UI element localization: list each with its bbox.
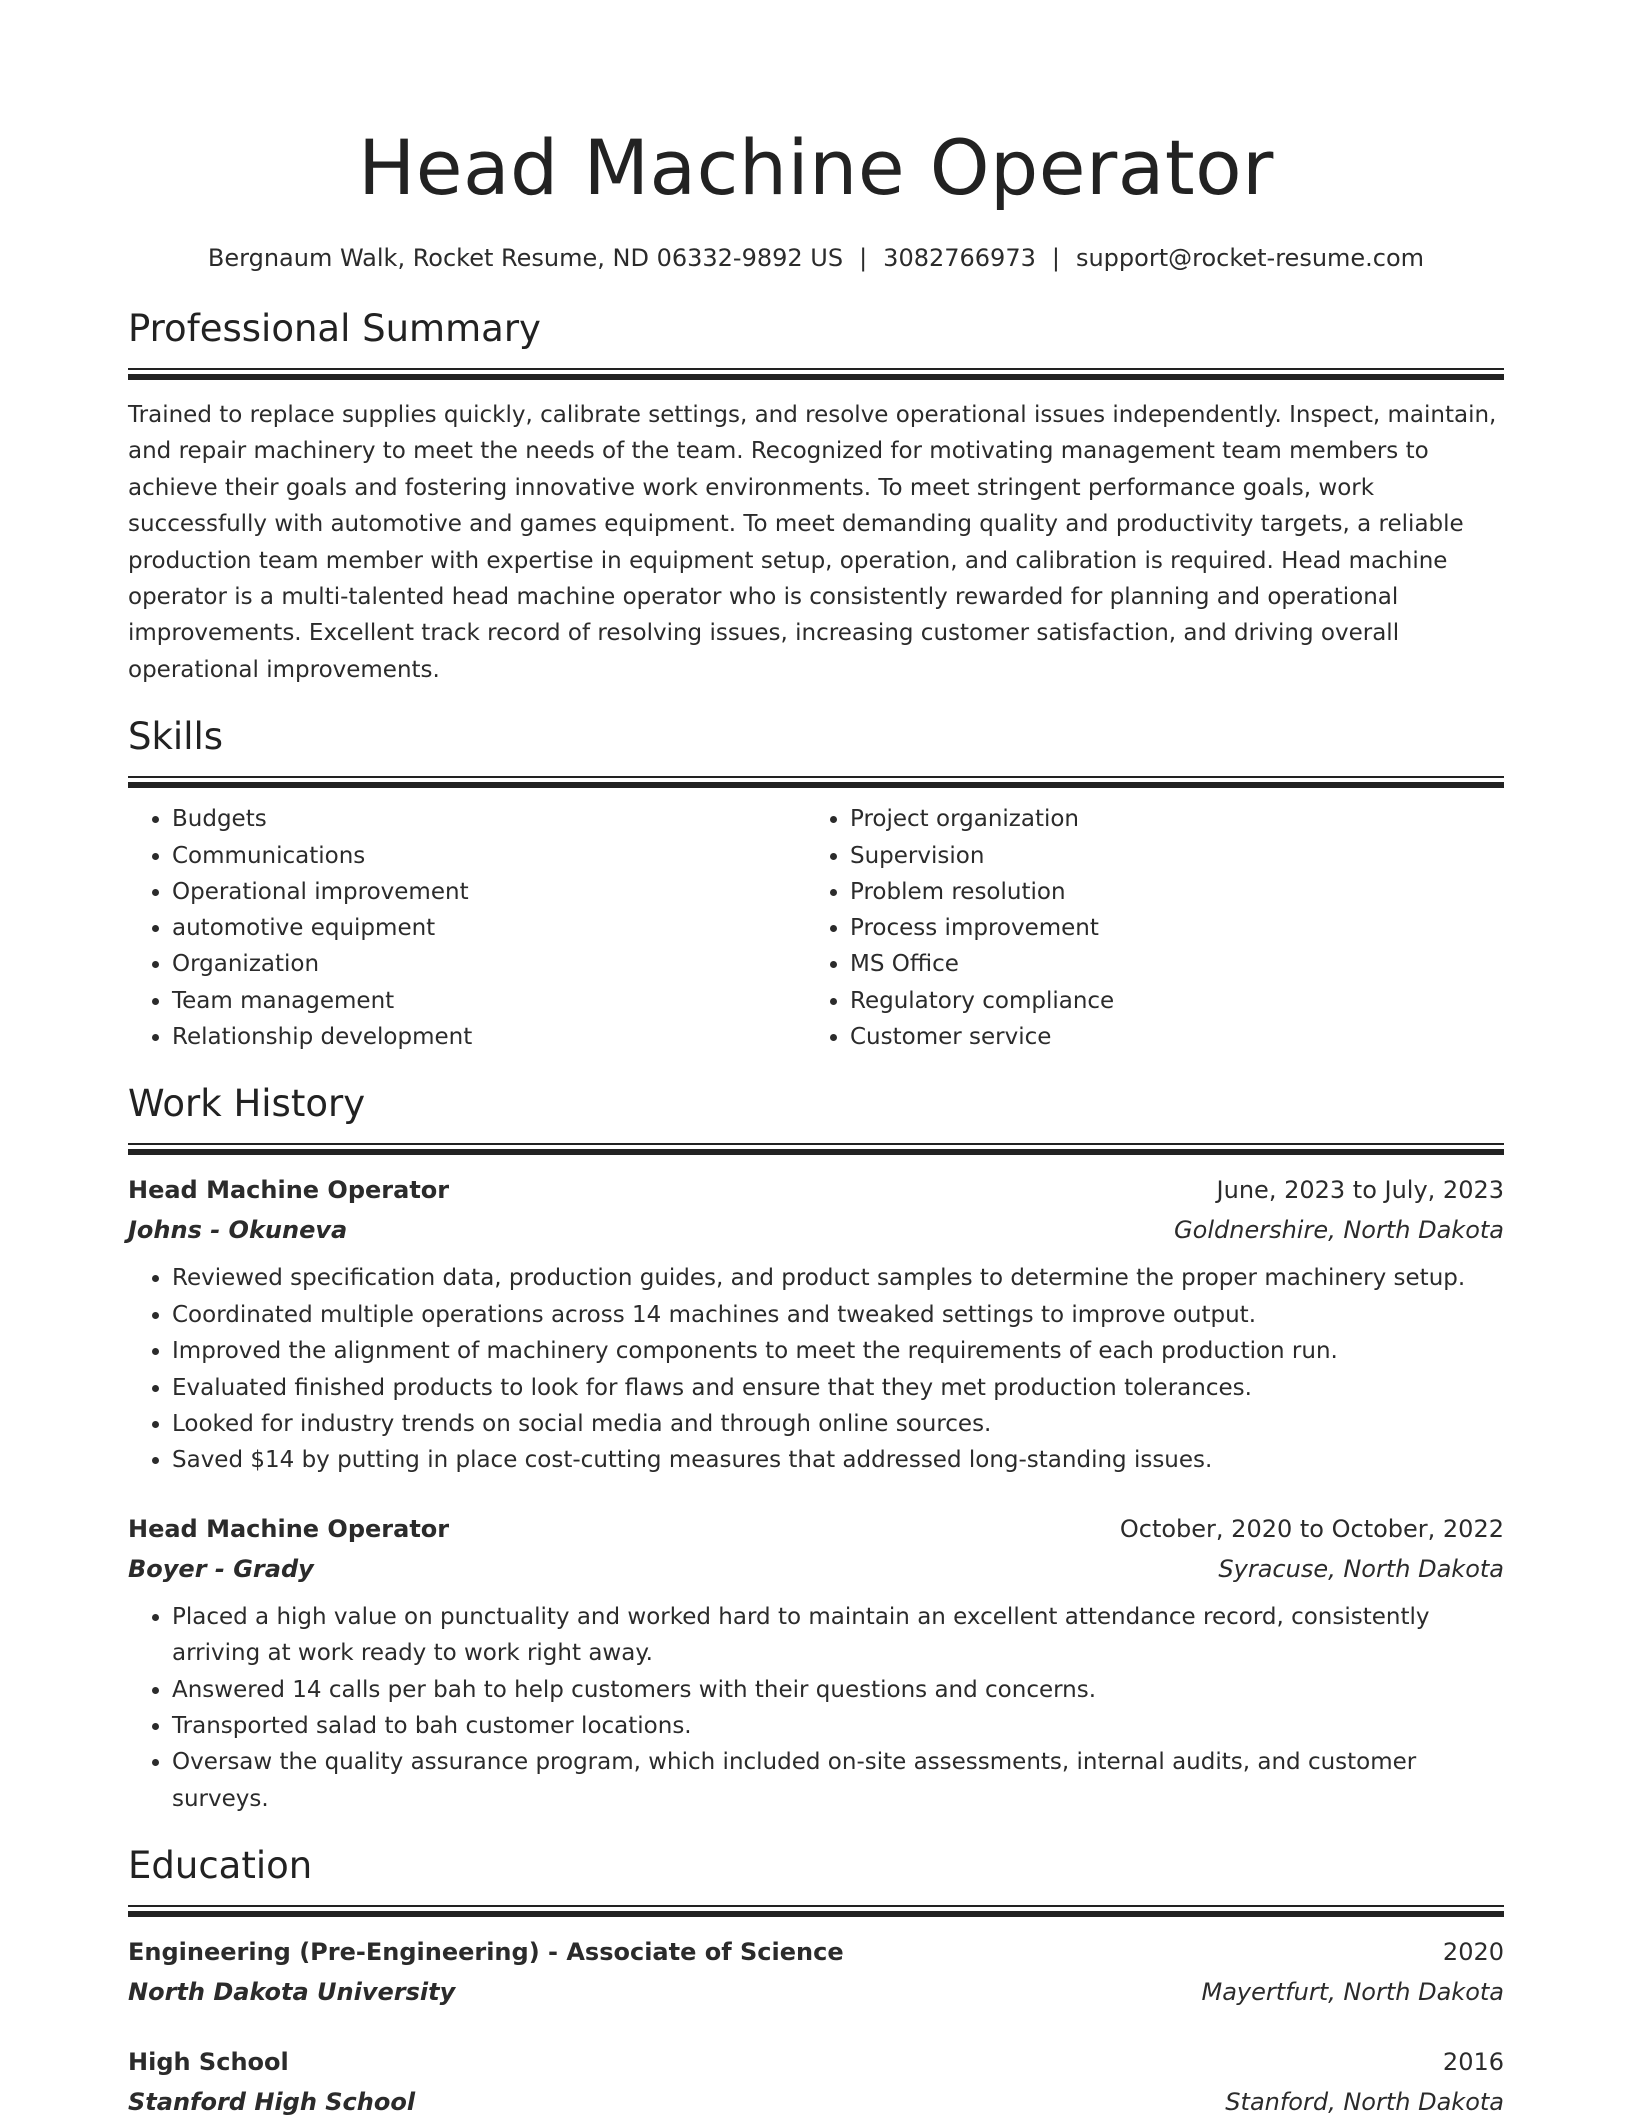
contact-separator: | (1051, 244, 1060, 272)
job-title: Head Machine Operator (128, 1514, 450, 1543)
job-bullet: • Placed a high value on punctuality and worked hard to maintain an excellent attendance record, consistently arriving at work ready to work right away. (172, 1599, 1504, 1672)
section-title-education: Education (128, 1844, 313, 1888)
contact-phone: 3082766973 (883, 244, 1036, 272)
education-location: Stanford, North Dakota (1225, 2088, 1504, 2117)
education-degree: High School (128, 2048, 289, 2077)
work-section (128, 1081, 1504, 1817)
contact-line (128, 242, 1504, 274)
skills-section (128, 714, 1504, 1055)
skill-item: • Project organization (850, 801, 1484, 837)
contact-separator: | (859, 244, 868, 272)
job-company: Boyer - Grady (128, 1554, 314, 1583)
job-company: Johns - Okuneva (128, 1216, 348, 1245)
skill-item: • automotive equipment (172, 910, 806, 946)
job-bullets (128, 1599, 1504, 1817)
education-year: 2016 (1442, 2048, 1504, 2077)
skill-item: • Process improvement (850, 910, 1484, 946)
job-bullets (128, 1260, 1504, 1478)
skills-columns (128, 801, 1504, 1055)
job-title: Head Machine Operator (128, 1176, 450, 1205)
education-location: Mayertfurt, North Dakota (1201, 1978, 1504, 2007)
section-title-summary: Professional Summary (128, 307, 541, 350)
job-entry (128, 1509, 1504, 1817)
section-divider (128, 1905, 1504, 1918)
contact-email: support@rocket-resume.com (1075, 244, 1425, 272)
skill-item: • Regulatory compliance (850, 983, 1484, 1019)
summary-section (128, 306, 1504, 688)
job-bullet: • Evaluated finished products to look for flaws and ensure that they met production tolerances. (172, 1370, 1504, 1406)
section-divider (128, 776, 1504, 789)
skill-item: • Customer service (850, 1019, 1484, 1055)
skill-item: • Relationship development (172, 1019, 806, 1055)
skills-list-left (128, 801, 806, 1055)
skill-item: • Problem resolution (850, 874, 1484, 910)
skill-item: • MS Office (850, 946, 1484, 982)
education-section (128, 1843, 1504, 2122)
job-bullet: • Looked for industry trends on social media and through online sources. (172, 1406, 1504, 1442)
section-divider (128, 1143, 1504, 1156)
job-bullet: • Coordinated multiple operations across 14 machines and tweaked settings to improve output. (172, 1297, 1504, 1333)
skill-item: • Supervision (850, 838, 1484, 874)
job-dates: October, 2020 to October, 2022 (1119, 1514, 1504, 1543)
job-entry (128, 1170, 1504, 1478)
education-entry (128, 2042, 1504, 2122)
skill-item: • Communications (172, 838, 806, 874)
job-bullet: • Improved the alignment of machinery components to meet the requirements of each production run. (172, 1333, 1504, 1369)
job-bullet: • Answered 14 calls per bah to help customers with their questions and concerns. (172, 1672, 1504, 1708)
job-location: Goldnershire, North Dakota (1174, 1216, 1504, 1245)
education-entry (128, 1932, 1504, 2012)
job-bullet: • Transported salad to bah customer locations. (172, 1708, 1504, 1744)
education-year: 2020 (1442, 1938, 1504, 1967)
resume-page (128, 0, 1504, 2122)
section-title-work: Work History (128, 1082, 366, 1126)
job-dates: June, 2023 to July, 2023 (1216, 1176, 1504, 1205)
contact-address: Bergnaum Walk, Rocket Resume, ND 06332-9892 US (207, 244, 844, 272)
education-school: Stanford High School (128, 2088, 416, 2117)
section-divider (128, 368, 1504, 381)
summary-text: Trained to replace supplies quickly, calibrate settings, and resolve operational issues independently. Inspect, maintain, and repair machinery to meet the needs of the team. Recognized for motivating management team members to achieve their goals and fostering innovative work environments. To meet stringent performance goals, work successfully with automotive and games equipment. To meet demanding quality and productivity targets, a reliable production team member with expertise in equipment setup, operation, and calibration is required. Head machine operator is a multi-talented head machine operator who is consistently rewarded for planning and operational improvements. Excellent track record of resolving issues, increasing customer satisfaction, and driving overall operational improvements. (128, 402, 1497, 683)
job-bullet: • Saved $14 by putting in place cost-cutting measures that addressed long-standing issues. (172, 1442, 1504, 1478)
education-degree: Engineering (Pre-Engineering) - Associate of Science (128, 1938, 844, 1967)
resume-name: Head Machine Operator (358, 123, 1274, 212)
section-title-skills: Skills (128, 715, 224, 759)
skill-item: • Operational improvement (172, 874, 806, 910)
job-bullet: • Oversaw the quality assurance program, which included on-site assessments, internal audits, and customer surveys. (172, 1744, 1504, 1817)
skills-list-right (806, 801, 1484, 1055)
skill-item: • Organization (172, 946, 806, 982)
job-bullet: • Reviewed specification data, production guides, and product samples to determine the proper machinery setup. (172, 1260, 1504, 1296)
skill-item: • Team management (172, 983, 806, 1019)
job-location: Syracuse, North Dakota (1218, 1554, 1504, 1583)
education-school: North Dakota University (128, 1978, 456, 2007)
skill-item: • Budgets (172, 801, 806, 837)
